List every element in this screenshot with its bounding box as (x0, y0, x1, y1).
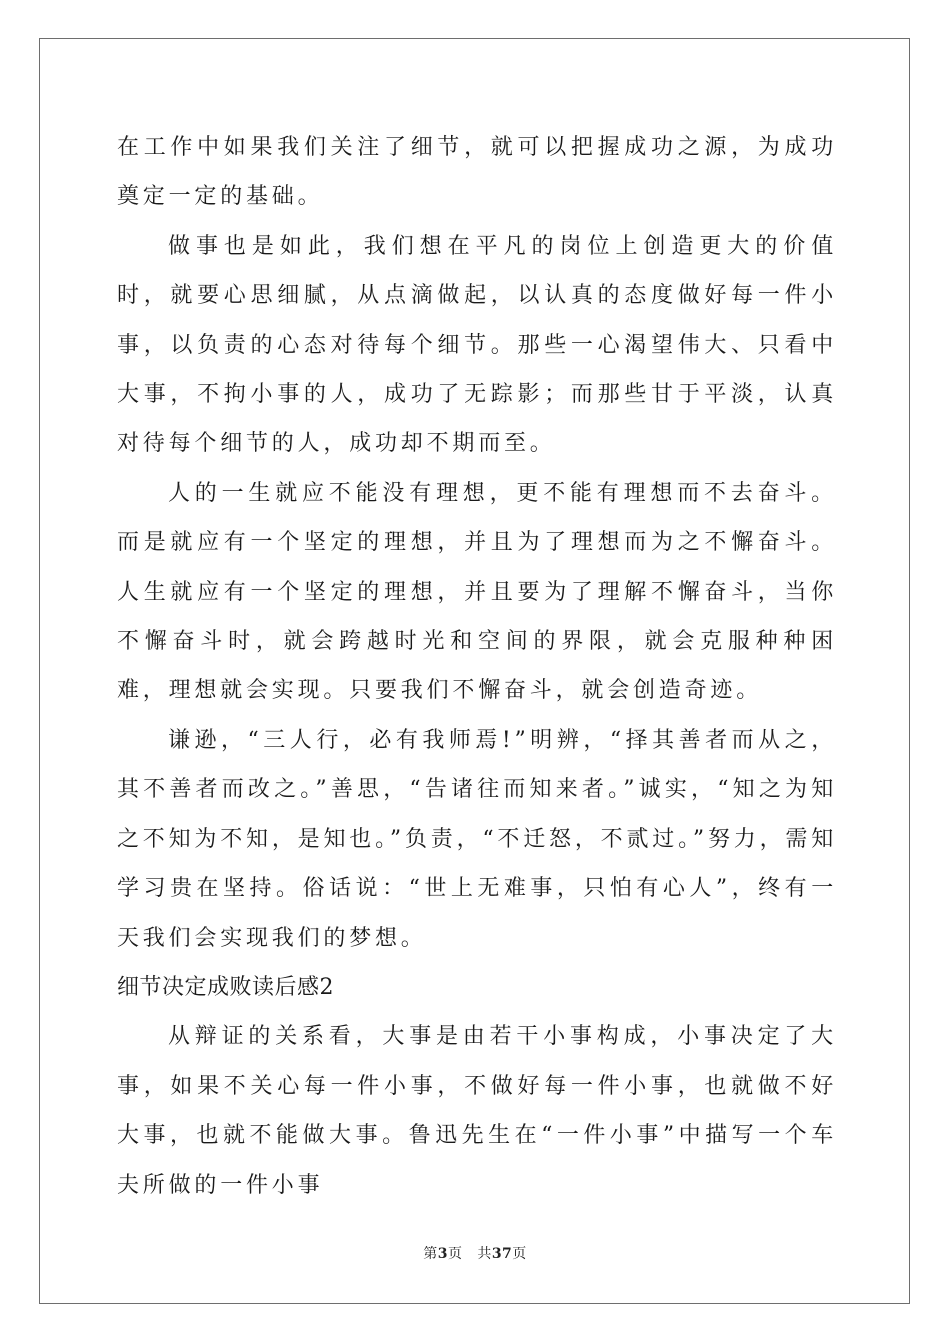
paragraph-1: 在工作中如果我们关注了细节，就可以把握成功之源，为成功奠定一定的基础。 (117, 135, 837, 210)
page-total-number: 37 (491, 1246, 513, 1262)
total-label-suffix: 页 (512, 1246, 527, 1262)
paragraph-2: 做事也是如此，我们想在平凡的岗位上创造更大的价值时，就要心思细腻，从点滴做起，以认真的态度做好每一件小事，以负责的心态对待每个细节。那些一心渴望伟大、只看中大事，不拘小事的人，成功了无踪影；而那些甘于平淡，认真对待每个细节的人，成功却不期而至。 (117, 233, 837, 457)
page-label-prefix: 第 (423, 1246, 438, 1262)
paragraph-3: 人的一生就应不能没有理想，更不能有理想而不去奋斗。而是就应有一个坚定的理想，并且为了理想而为之不懈奋斗。人生就应有一个坚定的理想，并且要为了理解不懈奋斗，当你不懈奋斗时，就会跨越时光和空间的界限，就会克服种种困难，理想就会实现。只要我们不懈奋斗，就会创造奇迹。 (117, 480, 837, 704)
paragraph-4: 谦逊，“三人行，必有我师焉!”明辨，“择其善者而从之，其不善者而改之。”善思，“告诸往而知来者。”诚实，“知之为知之不知为不知，是知也。”负责，“不迁怒，不贰过。”努力，需知学习贵在坚持。俗话说：“世上无难事，只怕有心人”，终有一天我们会实现我们的梦想。 (117, 727, 837, 951)
total-label-prefix: 共 (477, 1246, 492, 1262)
page-label-suffix: 页 (447, 1246, 463, 1262)
document-body (117, 123, 837, 1210)
paragraph-5: 从辩证的关系看，大事是由若干小事构成，小事决定了大事，如果不关心每一件小事，不做好每一件小事，也就做不好大事，也就不能做大事。鲁迅先生在“一件小事”中描写一个车夫所做的一件小事 (117, 1024, 837, 1198)
section-heading: 细节决定成败读后感2 (117, 974, 334, 1000)
page-footer (0, 1243, 950, 1263)
page-current-number: 3 (437, 1246, 448, 1262)
